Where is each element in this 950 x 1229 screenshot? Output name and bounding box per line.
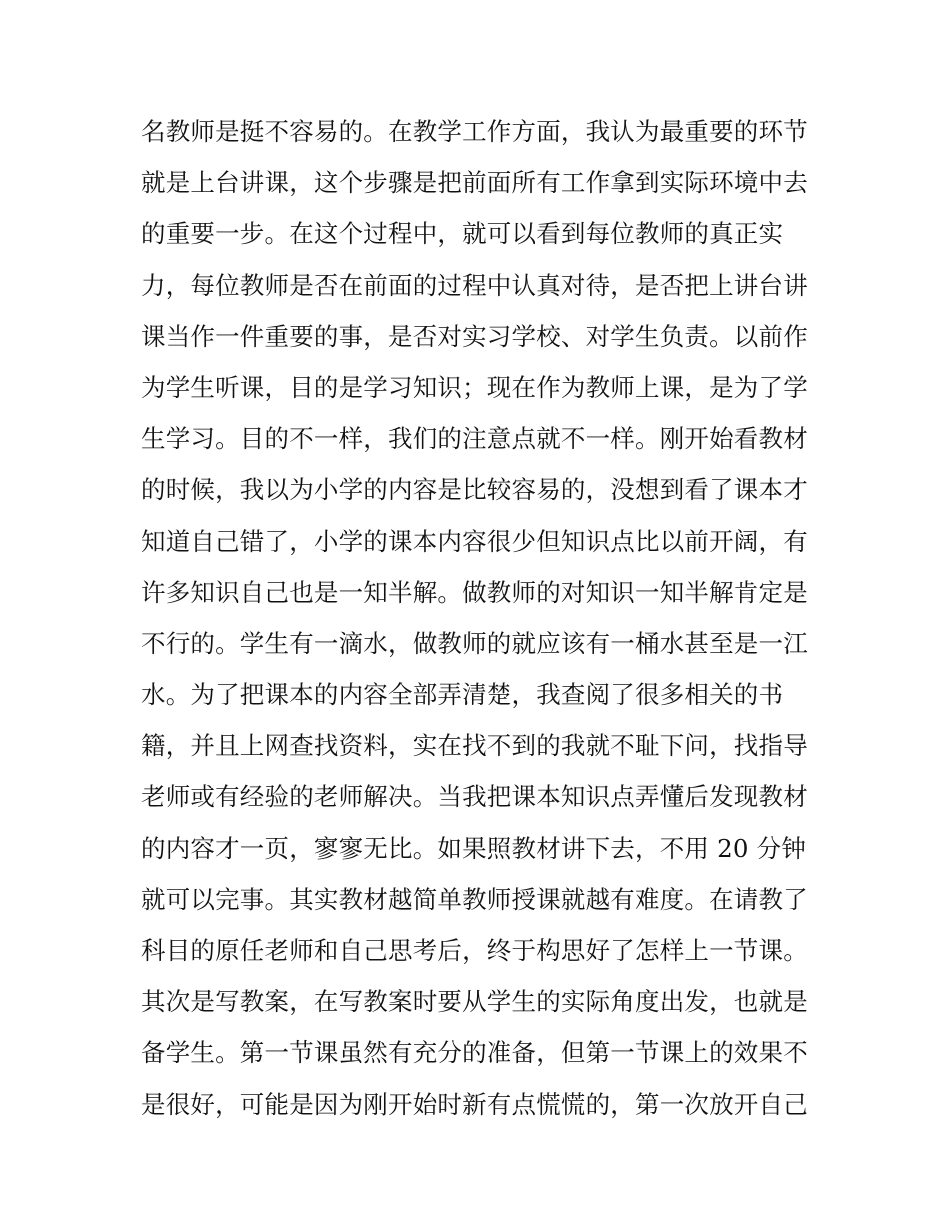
text-line: 生学习。目的不一样，我们的注意点就不一样。刚开始看教材: [141, 424, 808, 454]
text-line: 就是上台讲课，这个步骤是把前面所有工作拿到实际环境中去: [141, 168, 808, 198]
text-line: 力，每位教师是否在前面的过程中认真对待，是否把上讲台讲: [141, 270, 808, 300]
text-line: 课当作一件重要的事，是否对实习学校、对学生负责。以前作: [141, 321, 808, 351]
text-line: 老师或有经验的老师解决。当我把课本知识点弄懂后发现教材: [141, 782, 808, 812]
text-line: 不行的。学生有一滴水，做教师的就应该有一桶水甚至是一江: [141, 628, 808, 658]
text-line: 为学生听课，目的是学习知识；现在作为教师上课，是为了学: [141, 372, 808, 402]
text-line: 其次是写教案，在写教案时要从学生的实际角度出发，也就是: [141, 987, 808, 1017]
body-text: [141, 106, 821, 1130]
text-line: 的重要一步。在这个过程中，就可以看到每位教师的真正实: [141, 219, 784, 249]
text-line: 水。为了把课本的内容全部弄清楚，我查阅了很多相关的书: [141, 680, 784, 710]
text-line: 知道自己错了，小学的课本内容很少但知识点比以前开阔，有: [141, 526, 808, 556]
text-line: 的内容才一页，寥寥无比。如果照教材讲下去，不用 20 分钟: [141, 833, 807, 863]
text-line: 是很好，可能是因为刚开始时新有点慌慌的，第一次放开自己: [141, 1089, 808, 1119]
text-line: 的时候，我以为小学的内容是比较容易的，没想到看了课本才: [141, 475, 808, 505]
text-line: 科目的原任老师和自己思考后，终于构思好了怎样上一节课。: [141, 936, 808, 965]
text-line: 备学生。第一节课虽然有充分的准备，但第一节课上的效果不: [141, 1038, 808, 1068]
text-line: 籍，并且上网查找资料，实在找不到的我就不耻下问，找指导: [141, 731, 808, 761]
text-line: 名教师是挺不容易的。在教学工作方面，我认为最重要的环节: [141, 117, 808, 146]
text-line: 就可以完事。其实教材越简单教师授课就越有难度。在请教了: [141, 884, 808, 914]
text-line: 许多知识自己也是一知半解。做教师的对知识一知半解肯定是: [141, 577, 808, 607]
